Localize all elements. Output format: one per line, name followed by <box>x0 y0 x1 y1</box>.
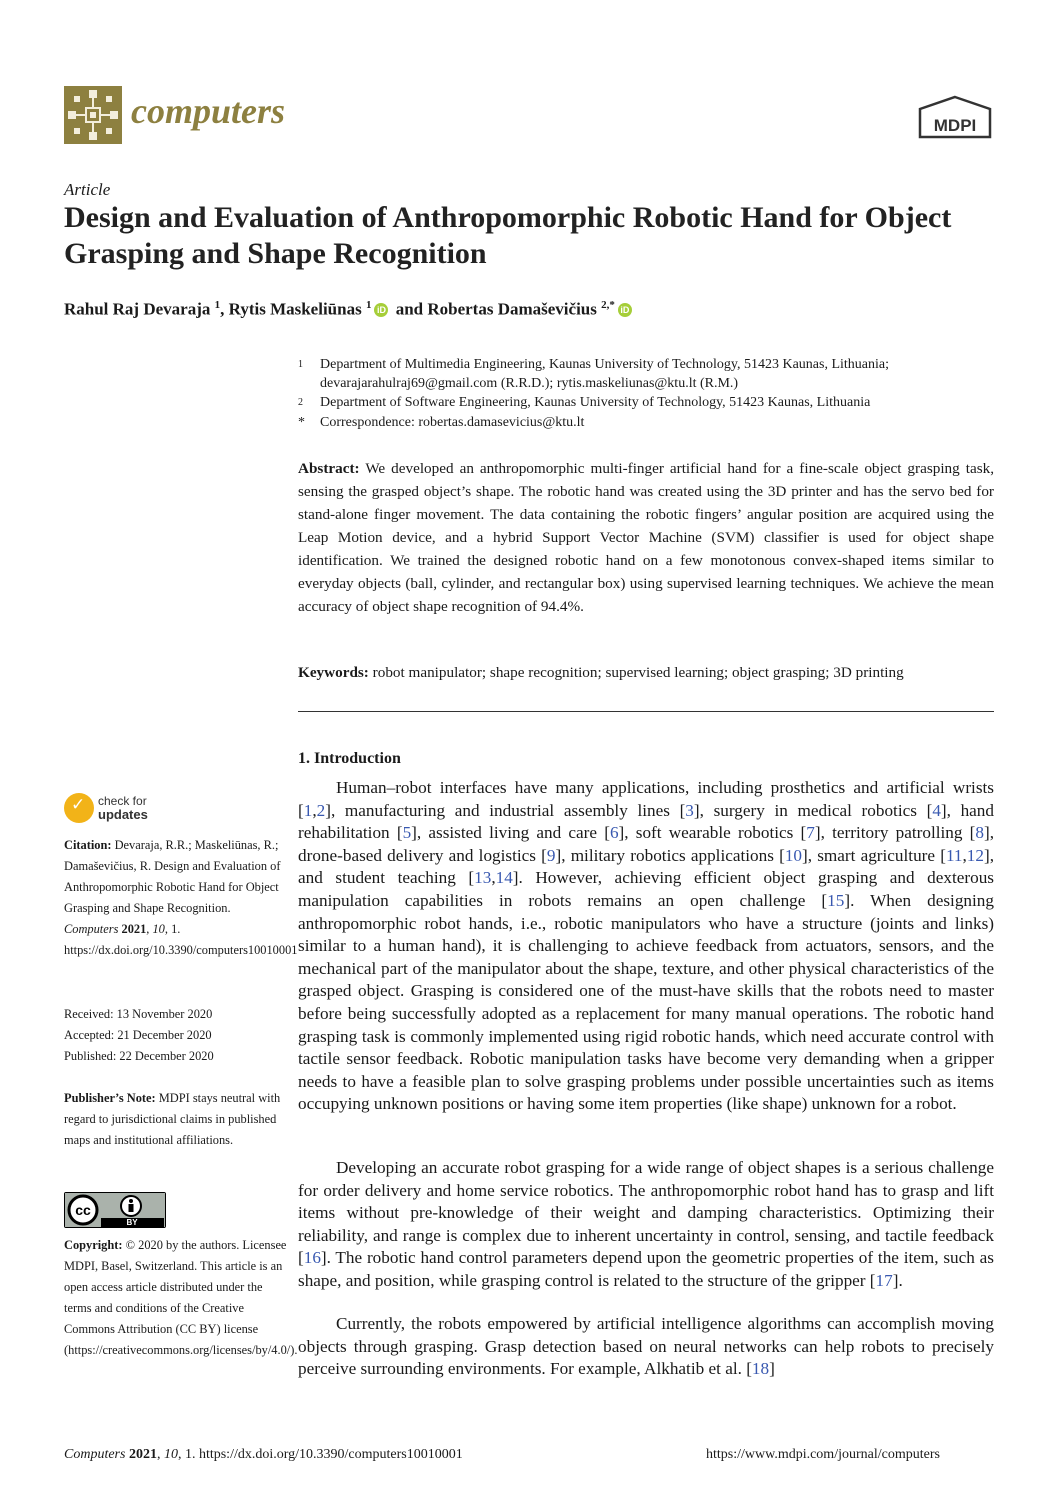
paragraph-text: , <box>962 845 967 865</box>
footer-year: 2021 <box>128 1447 157 1462</box>
affiliation-number: * <box>298 415 305 430</box>
copyright-text: © 2020 by the authors. Licensee MDPI, Basel, Switzerland. This article is an open access article distributed under the terms and conditions of the Creative Commons Attribution (CC BY) license (https://creativecommons.org/licenses/by/4.0/). <box>64 1238 298 1357</box>
paragraph-text: ], military robotics applications [ <box>555 845 785 865</box>
keywords-label: Keywords: <box>298 664 369 681</box>
citation-journal: Computers <box>64 922 119 936</box>
citation-ref-link[interactable]: 17 <box>875 1270 893 1290</box>
cc-by-license-badge[interactable] <box>64 1192 166 1228</box>
paragraph-text: Human–robot interfaces have many applications, including prosthetics and artificial wrists [ <box>298 778 994 820</box>
footer-citation: Computers 2021, 10, 1. https://dx.doi.org/10.3390/computers10010001 <box>64 1447 463 1462</box>
section-divider <box>298 711 994 712</box>
citation-ref-link[interactable]: 18 <box>751 1359 770 1379</box>
citation-ref-link[interactable]: 4 <box>932 800 941 820</box>
paragraph-text: ]. <box>892 1270 903 1290</box>
keywords <box>298 661 994 684</box>
citation-ref-link[interactable]: 13 <box>474 868 492 888</box>
citation-ref-link[interactable]: 15 <box>827 890 845 910</box>
abstract <box>298 457 994 618</box>
publication-dates <box>64 1004 288 1067</box>
publisher-logo <box>918 95 992 139</box>
mdpi-logo-icon <box>918 95 992 139</box>
citation-ref-link[interactable]: 8 <box>975 823 984 843</box>
citation-ref-link[interactable]: 14 <box>495 868 513 888</box>
orcid-icon[interactable]: iD <box>618 303 632 317</box>
paragraph-text: ]. However, achieving efficient object grasping and dexterous manipulation capabilities in robots remains an open challenge [ <box>298 868 994 910</box>
footer-journal: Computers <box>64 1447 126 1462</box>
citation-ref-link[interactable]: 7 <box>806 823 815 843</box>
paragraph-text: ], assisted living and care [ <box>411 823 610 843</box>
publisher-logo-text: MDPI <box>933 116 977 135</box>
cc-by-icon <box>65 1193 165 1227</box>
copyright-block <box>64 1235 298 1361</box>
journal-name: computers <box>131 91 286 131</box>
citation-ref-link[interactable]: 11 <box>945 845 963 865</box>
citation-text: Devaraja, R.R.; Maskeliūnas, R.; Damaševičius, R. Design and Evaluation of Anthropomorphic Robotic Hand for Object Grasping and Shape Recognition. <box>64 838 281 915</box>
check-for-updates-button[interactable] <box>64 793 174 827</box>
paragraph-text: ] <box>769 1359 775 1379</box>
author-name[interactable]: and Robertas Damaševičius <box>395 299 597 319</box>
citation-ref-link[interactable]: 6 <box>609 823 619 843</box>
author-affiliation-mark: 1 <box>365 299 372 311</box>
paragraph-text: ], surgery in medical robotics [ <box>693 800 933 820</box>
updates-label-line1: check for <box>98 794 147 808</box>
affiliation-number: 2 <box>298 397 303 408</box>
paragraph-text: ], drone-based delivery and logistics [ <box>298 823 995 865</box>
updates-label-line2: updates <box>98 807 148 822</box>
citation-ref-link[interactable]: 3 <box>685 800 694 820</box>
author-affiliation-mark: 1 <box>214 299 221 311</box>
publisher-note-label: Publisher’s Note: <box>64 1091 156 1105</box>
abstract-text: We developed an anthropomorphic multi-finger artificial hand for a fine-scale object grasping task, sensing the grasped object’s shape. The robotic hand was created using the 3D printer and has the servo bed for stand-alone finger movement. The data containing the robotic fingers’ angular position are acquired using the Leap Motion device, and a hybrid Support Vector Machine (SVM) classifier is used for object shape identification. We trained the designed robotic hand on a few monotonous convex-shaped items similar to everyday objects (ball, cylinder, and rectangular box) using supervised learning techniques. We achieve the mean accuracy of object shape recognition of 94.4%. <box>298 460 994 615</box>
article-type: Article <box>64 180 111 199</box>
paragraph-text: ], and student teaching [ <box>298 845 995 888</box>
correspondence-text[interactable]: Correspondence: robertas.damasevicius@ktu.lt <box>320 415 585 430</box>
intro-paragraph-3 <box>298 1313 994 1381</box>
affiliation-text: Department of Multimedia Engineering, Kaunas University of Technology, 51423 Kaunas, Lithuania; <box>320 357 889 372</box>
citation-ref-link[interactable]: 12 <box>966 845 984 865</box>
author-name[interactable]: Rahul Raj Devaraja <box>64 299 211 319</box>
citation-ref-link[interactable]: 5 <box>402 823 412 843</box>
affiliation-text: Department of Software Engineering, Kaunas University of Technology, 51423 Kaunas, Lithuania <box>320 395 871 410</box>
check-icon: ✓ <box>64 793 94 823</box>
svg-text:cc: cc <box>75 1202 91 1218</box>
keywords-text: robot manipulator; shape recognition; supervised learning; object grasping; 3D printing <box>372 664 904 681</box>
citation-label: Citation: <box>64 838 112 852</box>
correspondence <box>298 414 998 434</box>
affiliation-number: 1 <box>298 359 303 370</box>
affiliation-2 <box>298 394 998 414</box>
paragraph-text: ]. When designing anthropomorphic robot hands, i.e., robotic manipulators who have a structure (joints and links) similar to a human hand), it is challenging to achieve feedback from actuators, sensors, and the mechanical part of the manipulator about the shape, texture, and other physical characteristics of the grasped object. Grasping is considered one of the must-have skills that the robots need to master before being successfully adopted as a replacement for many manual operations. The robotic hand grasping task is commonly implemented using rigid robotic hands, which need accurate control with tactile sensor feedback. Robotic manipulation tasks have become very demanding when a gripper needs to have a feasible plan to solve grasping problems under possible uncertainties such as items occupying unknown positions or having some item properties (like shape) unknown for a robot. <box>298 890 994 1114</box>
footer-journal-url[interactable]: https://www.mdpi.com/journal/computers <box>706 1447 940 1462</box>
published-date: Published: 22 December 2020 <box>64 1049 214 1063</box>
intro-paragraph-2 <box>298 1157 994 1293</box>
paragraph-text: Currently, the robots empowered by artificial intelligence algorithms can accomplish moving objects through grasping. Grasp detection based on neural networks can help robots to precisely perceive surrounding environments. For example, Alkhatib et al. [ <box>298 1314 994 1379</box>
citation-year: 2021 <box>121 922 147 936</box>
publisher-note <box>64 1088 288 1151</box>
citation-block: Citation: Devaraja, R.R.; Maskeliūnas, R.; Damaševičius, R. Design and Evaluation of Anthropomorphic Robotic Hand for Object Grasping and Shape Recognition. Computers 2021, 10, 1. https://dx.doi.org/10.3390/computers10010001 <box>64 838 298 957</box>
paragraph-text: ], manufacturing and industrial assembly lines [ <box>325 800 686 820</box>
abstract-label: Abstract: <box>298 460 360 477</box>
journal-logo <box>64 86 122 144</box>
author-affiliation-mark: 2,* <box>601 299 615 311</box>
paragraph-text: ], territory patrolling [ <box>814 823 976 843</box>
paper-title: Design and Evaluation of Anthropomorphic Robotic Hand for Object Grasping and Shape Recognition <box>64 201 952 270</box>
paragraph-text: , <box>312 800 317 820</box>
orcid-icon[interactable]: iD <box>374 303 388 317</box>
author-list: Rahul Raj Devaraja $^1$, Rytis Maskeliūnas $^1$ iD and Robertas Damaševičius $^{2,*}$ iD <box>64 299 635 320</box>
cc-by-text: BY <box>126 1218 138 1227</box>
paragraph-text: ], soft wearable robotics [ <box>618 823 807 843</box>
section-heading: 1. Introduction <box>298 750 401 767</box>
citation-volume: 10 <box>152 922 165 936</box>
citation-ref-link[interactable]: 1 <box>303 800 313 820</box>
accepted-date: Accepted: 21 December 2020 <box>64 1028 212 1042</box>
affiliation-email[interactable]: devarajarahulraj69@gmail.com (R.R.D.); rytis.maskeliunas@ktu.lt (R.M.) <box>320 376 739 391</box>
copyright-label: Copyright: <box>64 1238 123 1252</box>
paragraph-text: Developing an accurate robot grasping for a wide range of object shapes is a serious challenge for order delivery and home service robotics. The anthropomorphic robot hand has to grasp and lift items without pre-knowledge of their weight and damping characteristics. Optimizing their reliability, and range is complex due to inherent uncertainty in control, sensing, and tactile feedback [ <box>298 1158 994 1268</box>
publisher-note-text: MDPI stays neutral with regard to jurisdictional claims in published maps and institutional affiliations. <box>64 1091 281 1147</box>
paragraph-text: ], smart agriculture [ <box>802 845 946 865</box>
paragraph-text: , <box>491 868 496 888</box>
journal-logo-icon <box>64 86 122 144</box>
citation-ref-link[interactable]: 10 <box>784 845 802 865</box>
paragraph-text: ]. The robotic hand control parameters depend upon the geometric properties of the item, such as shape, and position, while grasping control is related to the structure of the gripper [ <box>298 1248 994 1290</box>
affiliation-1 <box>298 356 998 396</box>
author-name[interactable]: Rytis Maskeliūnas <box>228 299 362 319</box>
footer-volume: 10 <box>163 1447 178 1462</box>
citation-doi[interactable]: , 1. https://dx.doi.org/10.3390/computers10010001 <box>64 922 298 957</box>
citation-ref-link[interactable]: 16 <box>303 1248 321 1268</box>
citation-ref-link[interactable]: 2 <box>316 800 326 820</box>
intro-paragraph-1 <box>298 777 994 1116</box>
footer-doi-link[interactable]: , 1. https://dx.doi.org/10.3390/computers10010001 <box>177 1447 463 1462</box>
paragraph-text: ], hand rehabilitation [ <box>298 800 994 843</box>
citation-ref-link[interactable]: 9 <box>546 845 556 865</box>
received-date: Received: 13 November 2020 <box>64 1007 213 1021</box>
